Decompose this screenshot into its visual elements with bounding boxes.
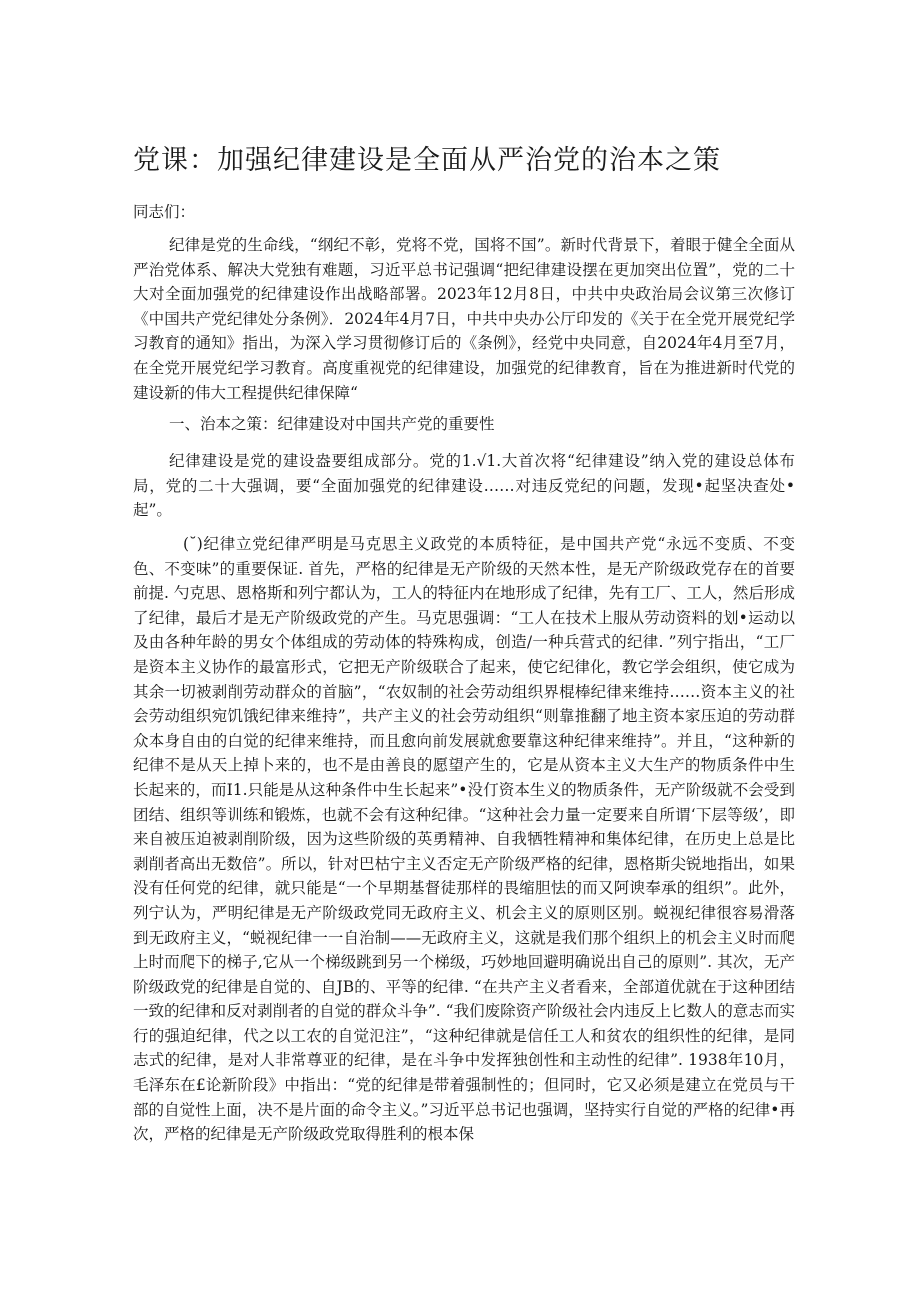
paragraph-discipline-building: 纪律建设是党的建设盎要组成部分。党的1.√1.大首次将“纪律建设”纳入党的建设总体布局，党的二十大强调，要“全面加强党的纪律建设……对违反党纪的问题，发现•起坚决查处•起”。	[133, 452, 795, 520]
document-title: 党课：加强纪律建设是全面从严治党的治本之策	[133, 145, 721, 176]
salutation: 同志们：	[133, 203, 196, 221]
paragraph-discipline-party: (˘)纪律立党纪律严明是马克思主义政党的本质特征，是中国共产党“永远不变质、不变色、不变味”的重要保证. 首先，严格的纪律是无产阶级的天然本性，是无产阶级政党存在的首要前提. 勺克思、恩格斯和列宁都认为，工人的特征内在地形成了纪律，先有工厂、工人，然后形成了纪律，最后才是无产阶级政党的产生。马克思强调：“工人在技术上服从劳动资料的划•运动以及由各种年龄的男女个体组成的劳动体的特殊构成，创造/一种兵营式的纪律. ”列宁指出，“工厂是资本主义协作的最富形式，它把无产阶级联合了起来，使它纪律化，教它学会组织，使它成为其余一切被剥削劳动群众的首脑”，“农奴制的社会劳动组织界棍棒纪律来维持……资本主义的社会劳动组织宛饥饿纪律来维持”，共产主义的社会劳动组织“则靠推翻了地主资本家压迫的劳动群众本身自由的白觉的纪律来维持，而且愈向前发展就愈要靠这种纪律来维持”。并且，“这种新的纪律不是从天上掉卜来的，也不是由善良的愿望产生的，它是从资本主义大生产的物质条件中生长起来的，而I1.只能是从这种条件中生长起来”•没仃资本生义的物质条件，无产阶级就不会受到团结、组织等训练和锻炼，也就不会有这种纪律。“这种社会力量一定要来自所谓‘下层等级’，即来自被压迫被剥削阶级，因为这些阶级的英勇精神、自我牺牲精神和集体纪律，在历史上总是比剥削者高出无数倍”。所以，针对巴枯宁主义否定无产阶级严格的纪律，恩格斯尖锐地指出，如果没有任何党的纪律，就只能是“一个早期基督徒那样的畏缩胆怯的而又阿谀奉承的组织”。此外，列宁认为，严明纪律是无产阶级政党同无政府主义、机会主义的原则区别。蜕视纪律很容易滑落到无政府主义，“蜕视纪律一一自治制——无政府主义，这就是我们那个组织上的机会主义时而爬上时而爬下的梯子,它从一个梯级跳到另一个梯级，巧妙地回避明确说出自己的原则”. 其次，无产阶级政党的纪律是自觉的、自JB的、平等的纪律. “在共产主义者看来，全部道优就在于这种团结一致的纪律和反对剥削者的自觉的群众斗争”. “我们废除资产阶级社会内违反上匕数人的意志而实行的强迫纪律，代之以工农的自觉氾注”，“这种纪律就是信任工人和贫农的组织性的纪律，是同志式的纪律，是对人非常尊亚的纪律，是在斗争中发挥独创性和主动性的纪律”. 1938年10月，毛泽东在£论新阶段》中指出：“党的纪律是带着强制性的；但同时，它又必须是建立在党员与干部的自觉性上面，决不是片面的命令主义。”习近平总书记也强调，坚持实行自觉的严格的纪律•再次，严格的纪律是无产阶级政党取得胜利的根本保	[133, 535, 795, 1144]
paragraph-intro: 纪律是党的生命线，“纲纪不彰，党将不党，国将不国”。新时代背景下，着眼于健全全面从严治党体系、解决大党独有难题，习近平总书记强调“把纪律建设摆在更加突出位置”，党的二十大对全面加强党的纪律建设作出战略部署。2023年12月8日，中共中央政治局会议第三次修订《中国共产党纪律处分条例》．2024年4月7日，中共中央办公厅印发的《关于在全党开展党纪学习教育的通知》指出，为深入学习贯彻修订后的《条例》，经党中央同意，自2024年4月至7月，在全党开展党纪学习教育。高度重视党的纪律建设，加强党的纪律教育，旨在为推进新时代党的建设新的伟大工程提供纪律保障“	[133, 236, 795, 402]
section-heading-1: 一、治本之策：纪律建设对中国共产党的重要性	[169, 415, 495, 433]
